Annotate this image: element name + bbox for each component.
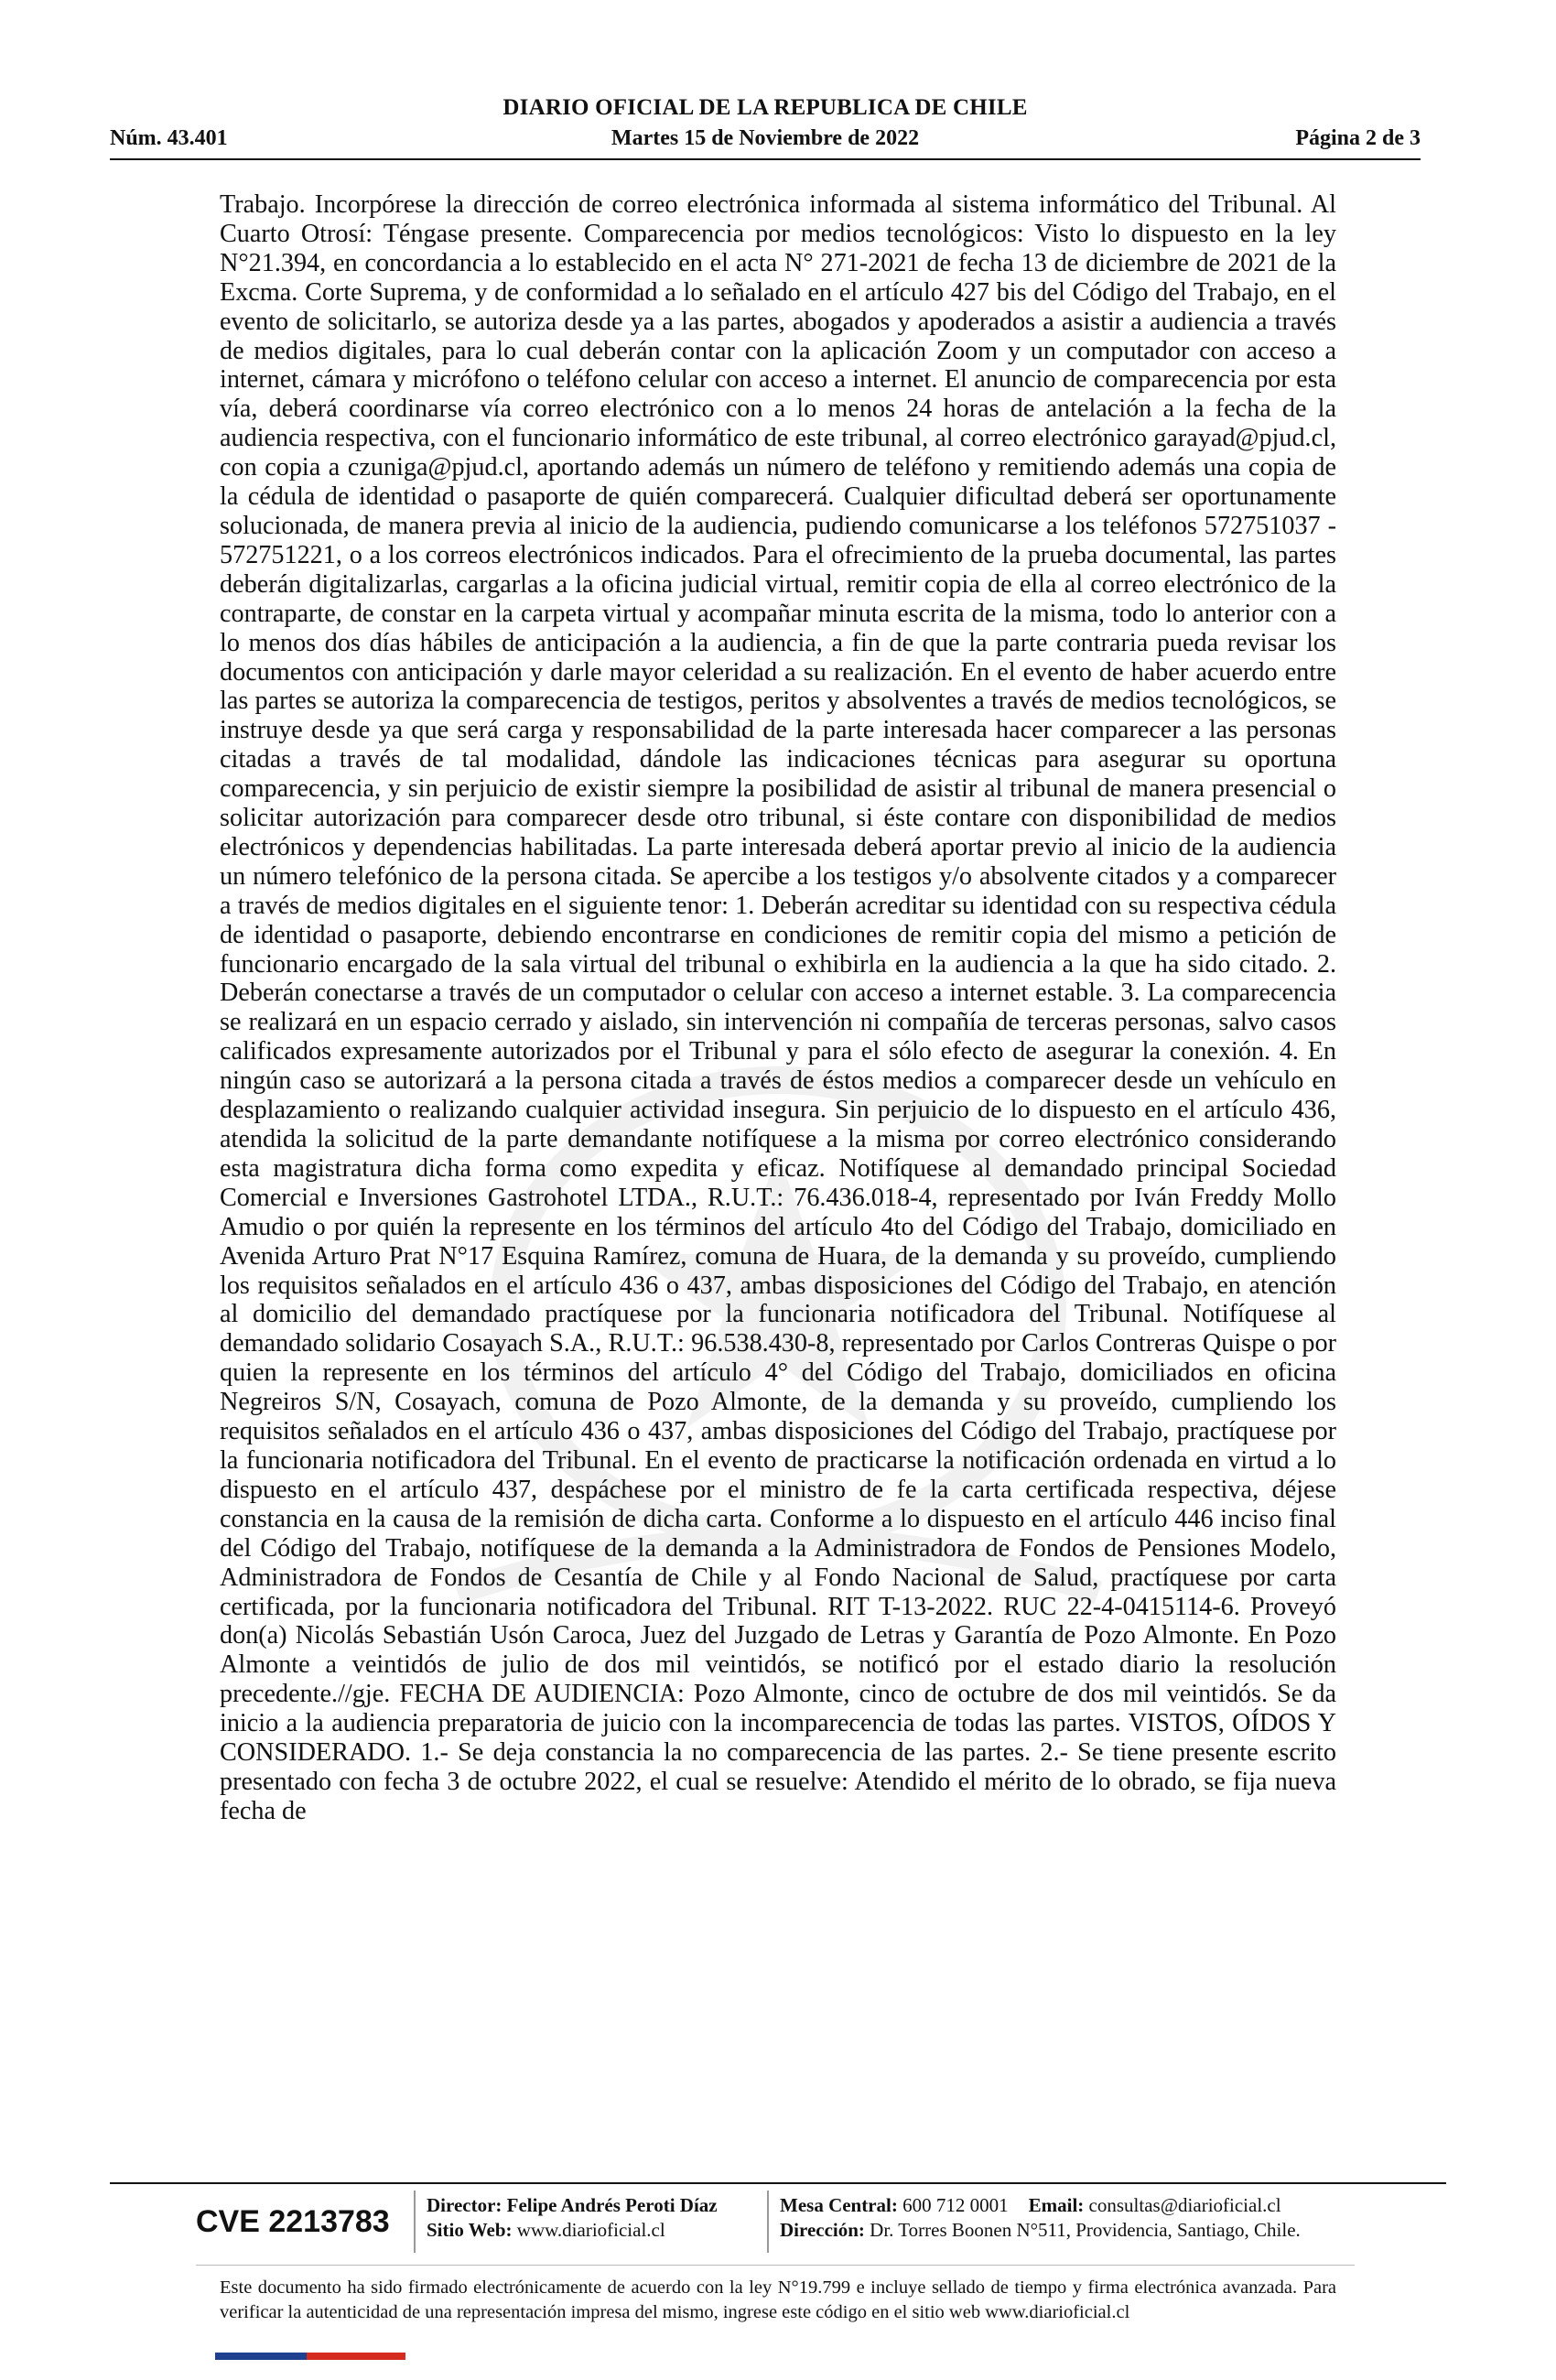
issue-date: Martes 15 de Noviembre de 2022 (611, 126, 920, 150)
email-link[interactable]: consultas@diarioficial.cl (1088, 2194, 1281, 2216)
phone-label: Mesa Central: (780, 2194, 898, 2216)
website-label: Sitio Web: (427, 2219, 513, 2241)
footer-divider (414, 2191, 416, 2253)
footer-contact-block (780, 2193, 1301, 2243)
footer-rule (110, 2182, 1446, 2184)
cve-code (196, 2191, 411, 2253)
website-link[interactable]: www.diarioficial.cl (516, 2219, 665, 2241)
page-number: Página 2 de 3 (1295, 126, 1421, 150)
director-label: Director: (427, 2194, 502, 2216)
header-rule (110, 158, 1421, 160)
flag-stripe-blue (215, 2353, 307, 2360)
address-text: Dr. Torres Boonen N°511, Providencia, Santiago, Chile. (870, 2219, 1301, 2241)
footer-divider (767, 2191, 769, 2253)
page-header (110, 92, 1421, 160)
publication-title: DIARIO OFICIAL DE LA REPUBLICA DE CHILE (502, 95, 1028, 120)
director-name: Felipe Andrés Peroti Díaz (506, 2194, 718, 2216)
flag-stripe (215, 2353, 405, 2360)
email-label: Email: (1028, 2194, 1085, 2216)
cve-code-text: CVE 2213783 (196, 2203, 390, 2239)
issue-number: Núm. 43.401 (110, 126, 228, 150)
document-body: Trabajo. Incorpórese la dirección de correo electrónica informada al sistema informático del Tribunal. Al Cuarto Otrosí: Téngase presente. Comparecencia por medios tecnológicos: Visto lo dispuesto en la ley N°21.394, en concordancia a lo establecido en el acta N° 271-2021 de fecha 13 de diciembre de 2021 de la Excma. Corte Suprema, y de conformidad a lo señalado en el artículo 427 bis del Código del Trabajo, en el evento de solicitarlo, se autoriza desde ya a las partes, abogados y apoderados a asistir a audiencia a través de medios digitales, para lo cual deberán contar con la aplicación Zoom y un computador con acceso a internet, cámara y micrófono o teléfono celular con acceso a internet. El anuncio de comparecencia por esta vía, deberá coordinarse vía correo electrónico con a lo menos 24 horas de antelación a la fecha de la audiencia respectiva, con el funcionario informático de este tribunal, al correo electrónico garayad@pjud.cl, con copia a czuniga@pjud.cl, aportando además un número de teléfono y remitiendo además una copia de la cédula de identidad o pasaporte de quién comparecerá. Cualquier dificultad deberá ser oportunamente solucionada, de manera previa al inicio de la audiencia, pudiendo comunicarse a los teléfonos 572751037 - 572751221, o a los correos electrónicos indicados. Para el ofrecimiento de la prueba documental, las partes deberán digitalizarlas, cargarlas a la oficina judicial virtual, remitir copia de ella al correo electrónico de la contraparte, de constar en la carpeta virtual y acompañar minuta escrita de la misma, todo lo anterior con a lo menos dos días hábiles de anticipación a la audiencia, a fin de que la parte contraria pueda revisar los documentos con anticipación y darle mayor celeridad a su realización. En el evento de haber acuerdo entre las partes se autoriza la comparecencia de testigos, peritos y absolventes a través de medios tecnológicos, se instruye desde ya que será carga y responsabilidad de la parte interesada hacer comparecer a las personas citadas a través de tal modalidad, dándole las indicaciones técnicas para asegurar su oportuna comparecencia, y sin perjuicio de existir siempre la posibilidad de asistir al tribunal de manera presencial o solicitar autorización para comparecer desde otro tribunal, si éste contare con disponibilidad de medios electrónicos y dependencias habilitadas. La parte interesada deberá aportar previo al inicio de la audiencia un número telefónico de la persona citada. Se apercibe a los testigos y/o absolvente citados y a comparecer a través de medios digitales en el siguiente tenor: 1. Deberán acreditar su identidad con su respectiva cédula de identidad o pasaporte, debiendo encontrarse en condiciones de remitir copia del mismo a petición de funcionario encargado de la sala virtual del tribunal o exhibirla en la audiencia a la que ha sido citado. 2. Deberán conectarse a través de un computador o celular con acceso a internet estable. 3. La comparecencia se realizará en un espacio cerrado y aislado, sin intervención ni compañía de terceras personas, salvo casos calificados expresamente autorizados por el Tribunal y para el sólo efecto de asegurar la conexión. 4. En ningún caso se autorizará a la persona citada a través de éstos medios a comparecer desde un vehículo en desplazamiento o realizando cualquier actividad insegura. Sin perjuicio de lo dispuesto en el artículo 436, atendida la solicitud de la parte demandante notifíquese a la misma por correo electrónico considerando esta magistratura dicha forma como expedita y eficaz. Notifíquese al demandado principal Sociedad Comercial e Inversiones Gastrohotel LTDA., R.U.T.: 76.436.018-4, representado por Iván Freddy Mollo Amudio o por quién la represente en los términos del artículo 4to del Código del Trabajo, domiciliado en Avenida Arturo Prat N°17 Esquina Ramírez, comuna de Huara, de la demanda y su proveído, cumpliendo los requisitos señalados en el artículo 436 o 437, ambas disposiciones del Código del Trabajo, en atención al domicilio del demandado practíquese por la funcionaria notificadora del Tribunal. Notifíquese al demandado solidario Cosayach S.A., R.U.T.: 96.538.430-8, representado por Carlos Contreras Quispe o por quien la represente en los términos del artículo 4° del Código del Trabajo, domiciliados en oficina Negreiros S/N, Cosayach, comuna de Pozo Almonte, de la demanda y su proveído, cumpliendo los requisitos señalados en el artículo 436 o 437, ambas disposiciones del Código del Trabajo, practíquese por la funcionaria notificadora del Tribunal. En el evento de practicarse la notificación ordenada en virtud a lo dispuesto en el artículo 437, despáchese por el ministro de fe la carta certificada respectiva, déjese constancia en la causa de la remisión de dicha carta. Conforme a lo dispuesto en el artículo 446 inciso final del Código del Trabajo, notifíquese de la demanda a la Administradora de Fondos de Pensiones Modelo, Administradora de Fondos de Cesantía de Chile y al Fondo Nacional de Salud, practíquese por carta certificada, por la funcionaria notificadora del Tribunal. RIT T-13-2022. RUC 22-4-0415114-6. Proveyó don(a) Nicolás Sebastián Usón Caroca, Juez del Juzgado de Letras y Garantía de Pozo Almonte. En Pozo Almonte a veintidós de julio de dos mil veintidós, se notificó por el estado diario la resolución precedente.//gje. FECHA DE AUDIENCIA: Pozo Almonte, cinco de octubre de dos mil veintidós. Se da inicio a la audiencia preparatoria de juicio con la incomparecencia de todas las partes. VISTOS, OÍDOS Y CONSIDERADO. 1.- Se deja constancia la no comparecencia de las partes. 2.- Se tiene presente escrito presentado con fecha 3 de octubre 2022, el cual se resuelve: Atendido el mérito de lo obrado, se fija nueva fecha de (220, 190, 1336, 1825)
phone-number: 600 712 0001 (902, 2194, 1009, 2216)
footer-rule-secondary (196, 2265, 1355, 2266)
flag-stripe-red (307, 2353, 405, 2360)
address-label: Dirección: (780, 2219, 865, 2241)
signature-notice: Este documento ha sido firmado electrónicamente de acuerdo con la ley N°19.799 e incluye sellado de tiempo y firma electrónica avanzada. Para verificar la autenticidad de una representación impresa del mismo, ingrese este código en el sitio web www.diarioficial.cl (220, 2277, 1336, 2322)
footer-director-block (427, 2193, 718, 2243)
